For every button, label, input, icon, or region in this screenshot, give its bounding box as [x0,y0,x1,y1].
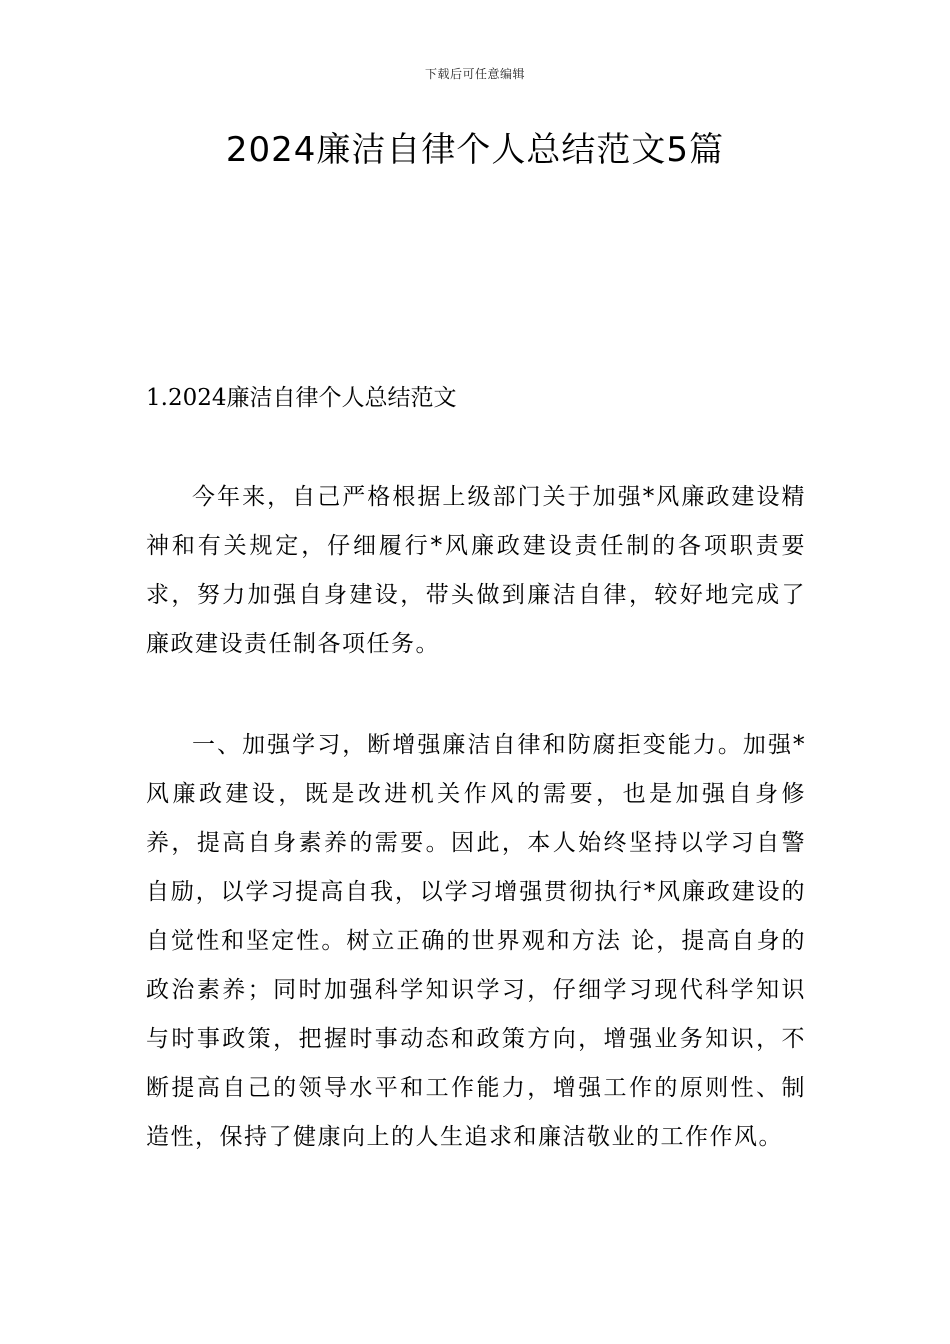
section-heading: 1.2024廉洁自律个人总结范文 [146,385,457,411]
header-note: 下载后可任意编辑 [424,67,525,81]
paragraph: 一、加强学习，断增强廉洁自律和防腐拒变能力。加强*风廉政建设，既是改进机关作风的需要，也是加强自身修养，提高自身素养的需要。因此，本人始终坚持以学习自警自励，以学习提高自我，以学习增强贯彻执行*风廉政建设的自觉性和坚定性。树立正确的世界观和方法 论，提高自身的政治素养；同时加强科学知识学习，仔细学习现代科学知识与时事政策，把握时事动态和政策方向，增强业务知识，不断提高自己的领导水平和工作能力，增强工作的原则性、制造性，保持了健康向上的人生追求和廉洁敬业的工作作风。 [146,732,806,1150]
paragraph: 今年来，自己严格根据上级部门关于加强*风廉政建设精神和有关规定，仔细履行*风廉政建设责任制的各项职责要求，努力加强自身建设，带头做到廉洁自律，较好地完成了廉政建设责任制各项任务。 [146,484,806,657]
document-title: 2024廉洁自律个人总结范文5篇 [225,130,725,170]
document-body [146,375,806,1162]
